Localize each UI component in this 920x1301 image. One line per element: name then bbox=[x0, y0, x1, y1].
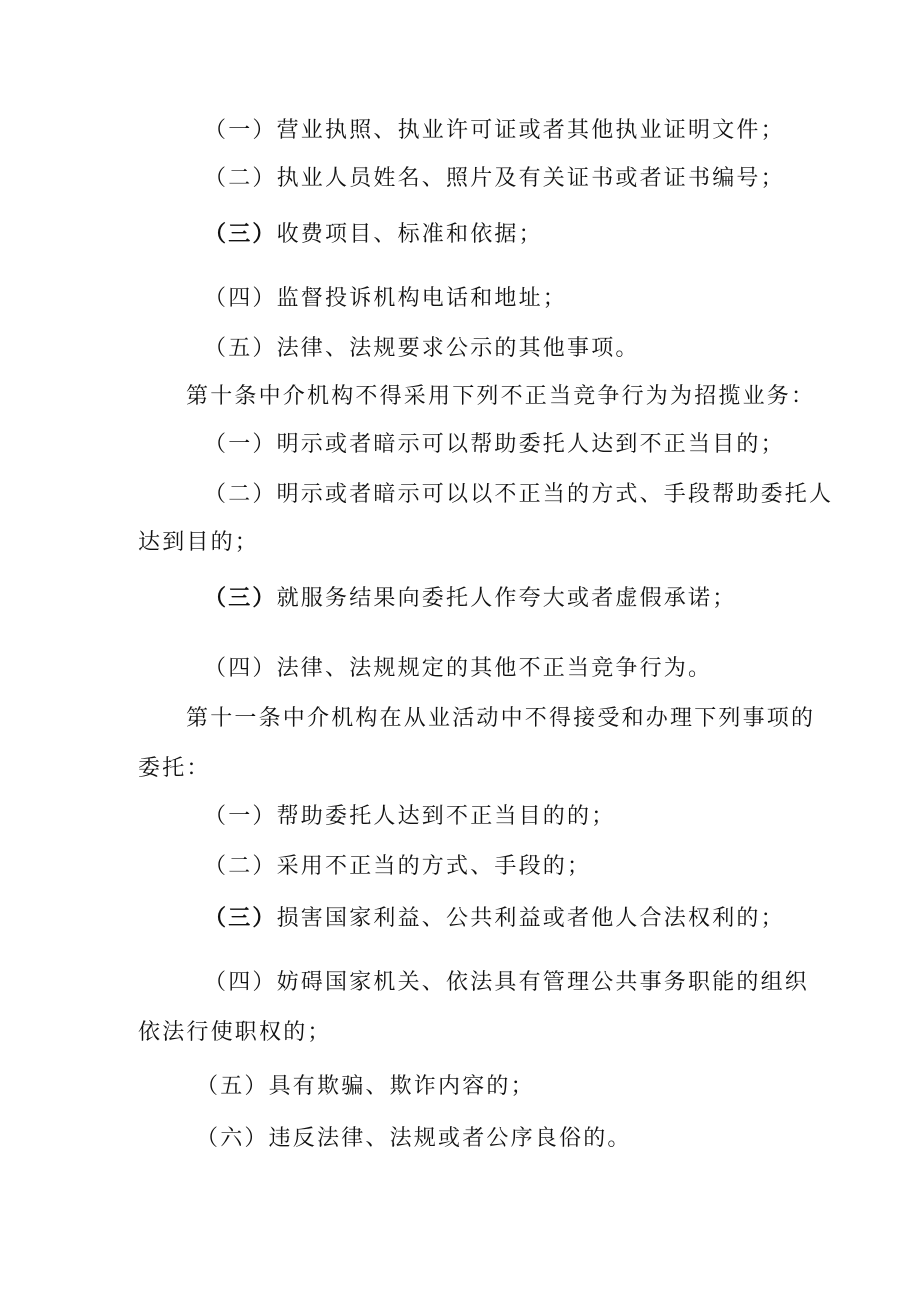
list-item bbox=[204, 654, 712, 684]
list-item bbox=[204, 904, 785, 934]
item-marker: （三） bbox=[204, 222, 277, 247]
list-item bbox=[204, 334, 640, 364]
list-item bbox=[204, 480, 833, 510]
item-text: 营业执照、执业许可证或者其他执业证明文件； bbox=[276, 118, 785, 143]
item-text: 收费项目、标准和依据； bbox=[276, 222, 543, 247]
item-marker: （一） bbox=[204, 804, 277, 829]
item-text: 法律、法规规定的其他不正当竞争行为。 bbox=[276, 656, 713, 681]
article-text: 第十一条中介机构在从业活动中不得接受和办理下列事项的 bbox=[186, 706, 816, 731]
item-marker: （六） bbox=[196, 1126, 269, 1151]
list-item bbox=[204, 584, 736, 614]
item-marker: （四） bbox=[204, 286, 277, 311]
item-marker: （二） bbox=[204, 166, 277, 191]
item-marker: （一） bbox=[204, 118, 277, 143]
item-text: 采用不正当的方式、手段的； bbox=[276, 854, 592, 879]
item-marker: （二） bbox=[204, 482, 277, 507]
list-item-continuation bbox=[138, 528, 259, 558]
list-item bbox=[204, 852, 591, 882]
item-marker: （三） bbox=[204, 906, 277, 931]
item-text: 监督投诉机构电话和地址； bbox=[276, 286, 568, 311]
list-item bbox=[204, 220, 543, 250]
item-marker: （四） bbox=[204, 970, 277, 995]
article-heading bbox=[186, 704, 815, 734]
item-marker: （一） bbox=[204, 432, 277, 457]
list-item bbox=[204, 430, 785, 460]
list-item bbox=[204, 164, 785, 194]
item-marker: （三） bbox=[204, 586, 277, 611]
list-item bbox=[204, 284, 567, 314]
item-text: 具有欺骗、欺诈内容的； bbox=[268, 1074, 535, 1099]
item-text: 就服务结果向委托人作夸大或者虚假承诺； bbox=[276, 586, 737, 611]
item-text: 损害国家利益、公共利益或者他人合法权利的； bbox=[276, 906, 785, 931]
item-text: 帮助委托人达到不正当目的的； bbox=[276, 804, 616, 829]
list-item bbox=[204, 802, 615, 832]
item-text: 违反法律、法规或者公序良俗的。 bbox=[268, 1126, 632, 1151]
item-text: 法律、法规要求公示的其他事项。 bbox=[276, 336, 640, 361]
article-heading bbox=[186, 382, 815, 412]
item-text: 达到目的； bbox=[138, 530, 260, 555]
item-text: 明示或者暗示可以以不正当的方式、手段帮助委托人 bbox=[276, 482, 834, 507]
item-marker: （五） bbox=[196, 1074, 269, 1099]
item-marker: （四） bbox=[204, 656, 277, 681]
item-text: 依法行使职权的； bbox=[138, 1020, 332, 1045]
item-text: 明示或者暗示可以帮助委托人达到不正当目的； bbox=[276, 432, 785, 457]
article-text: 委托： bbox=[138, 756, 211, 781]
list-item-continuation bbox=[138, 1018, 332, 1048]
article-heading-continuation bbox=[138, 754, 211, 784]
list-item bbox=[196, 1072, 535, 1102]
article-text: 第十条中介机构不得采用下列不正当竞争行为为招揽业务： bbox=[186, 384, 816, 409]
item-marker: （二） bbox=[204, 854, 277, 879]
item-text: 妨碍国家机关、依法具有管理公共事务职能的组织 bbox=[276, 970, 810, 995]
item-text: 执业人员姓名、照片及有关证书或者证书编号； bbox=[276, 166, 785, 191]
list-item bbox=[196, 1124, 632, 1154]
list-item bbox=[204, 968, 809, 998]
list-item bbox=[204, 116, 785, 146]
item-marker: （五） bbox=[204, 336, 277, 361]
